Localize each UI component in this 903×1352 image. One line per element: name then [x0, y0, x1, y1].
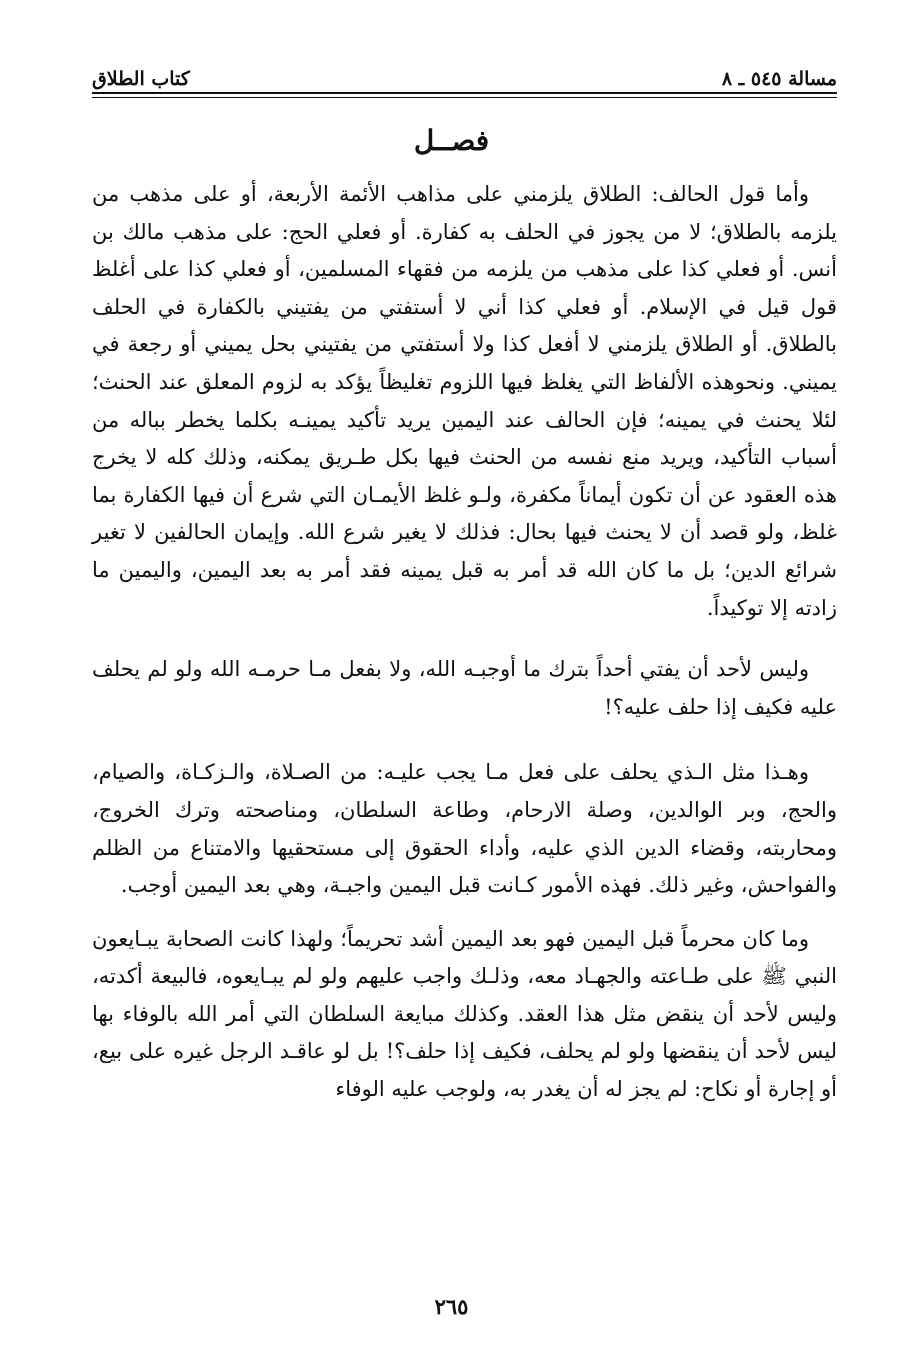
section-title: فصــل [413, 124, 490, 157]
issue-number: مسالة ٥٤٥ ـ ٨ [721, 68, 837, 90]
paragraph: وما كان محرماً قبل اليمين فهو بعد اليمين أشد تحريماً؛ ولهذا كانت الصحابة يبـايعون النبي ﷺ على طـاعته والجهـاد معه، وذلـك واجب عليهم ولو لم يبـايعوه، فالبيعة أكدته، وليس لأحد أن ينقض مثل هذا العقد. وكذلك مبايعة السلطان التي أمر الله بالوفاء بها ليس لأحد أن ينقضها ولو لم يحلف، فكيف إذا حلف؟! بل لو عاقـد الرجل غيره على بيع، أو إجارة أو نكاح: لم يجز له أن يغدر به، ولوجب عليه الوفاء [92, 926, 837, 1102]
header-rule [92, 92, 837, 94]
running-header [92, 56, 837, 90]
header-rule-thin [92, 97, 837, 98]
paragraph: وليس لأحد أن يفتي أحداً بترك ما أوجبـه الله، ولا بفعل مـا حرمـه الله ولو لم يحلف عليه فكيف إذا حلف عليه؟! [92, 657, 837, 719]
paragraph: وهـذا مثل الـذي يحلف على فعل مـا يجب عليـه: من الصـلاة، والـزكـاة، والصيام، والحج، وبر الوالدين، وصلة الارحام، وطاعة السلطان، ومناصحته وترك الخروج، ومحاربته، وقضاء الدين الذي عليه، وأداء الحقوق إلى مستحقيها والامتناع من الظلم والفواحش، وغير ذلك. فهذه الأمور كـانت قبل اليمين واجبـة، وهي بعد اليمين أوجب. [92, 760, 837, 898]
book-title: كتاب الطلاق [92, 68, 190, 90]
body-text [92, 176, 837, 1109]
paragraph: وأما قول الحالف: الطلاق يلزمني على مذاهب الأئمة الأربعة، أو على مذهب من يلزمه بالطلاق؛ لا من يجوز في الحلف به كفارة. أو فعلي الحج: على مذهب مالك بن أنس. أو فعلي كذا على مذهب من يلزمه من فقهاء المسلمين، أو فعلي كذا على أغلظ قول قيل في الإسلام. أو فعلي كذا أني لا أستفتي من يفتيني بالكفارة في الحلف بالطلاق. أو الطلاق يلزمني لا أفعل كذا ولا أستفتي من يفتيني بحل يميني أو رجعة في يميني. ونحوهذه الألفاظ التي يغلظ فيها اللزوم تغليظاً يؤكد به لزوم المعلق عند الحنث؛ لئلا يحنث في يمينه؛ فإن الحالف عند اليمين يريد تأكيد يمينـه بكلما يخطر بباله من أسباب التأكيد، ويريد منع نفسه من الحنث فيها بكل طـريق يمكنه، وذلك كله لا يخرج هذه العقود عن أن تكون أيماناً مكفرة، ولـو غلظ الأيمـان التي شرع أن فيها الكفارة بما غلظ، ولو قصد أن لا يحنث فيها بحال: فذلك لا يغير شرع الله. وإيمان الحالفين لا تغير شرائع الدين؛ بل ما كان الله قد أمر به قبل يمينه فقد أمر به بعد اليمين، واليمين ما زادته إلا توكيداً. [92, 182, 837, 620]
page-number: ٢٦٥ [434, 1294, 469, 1319]
